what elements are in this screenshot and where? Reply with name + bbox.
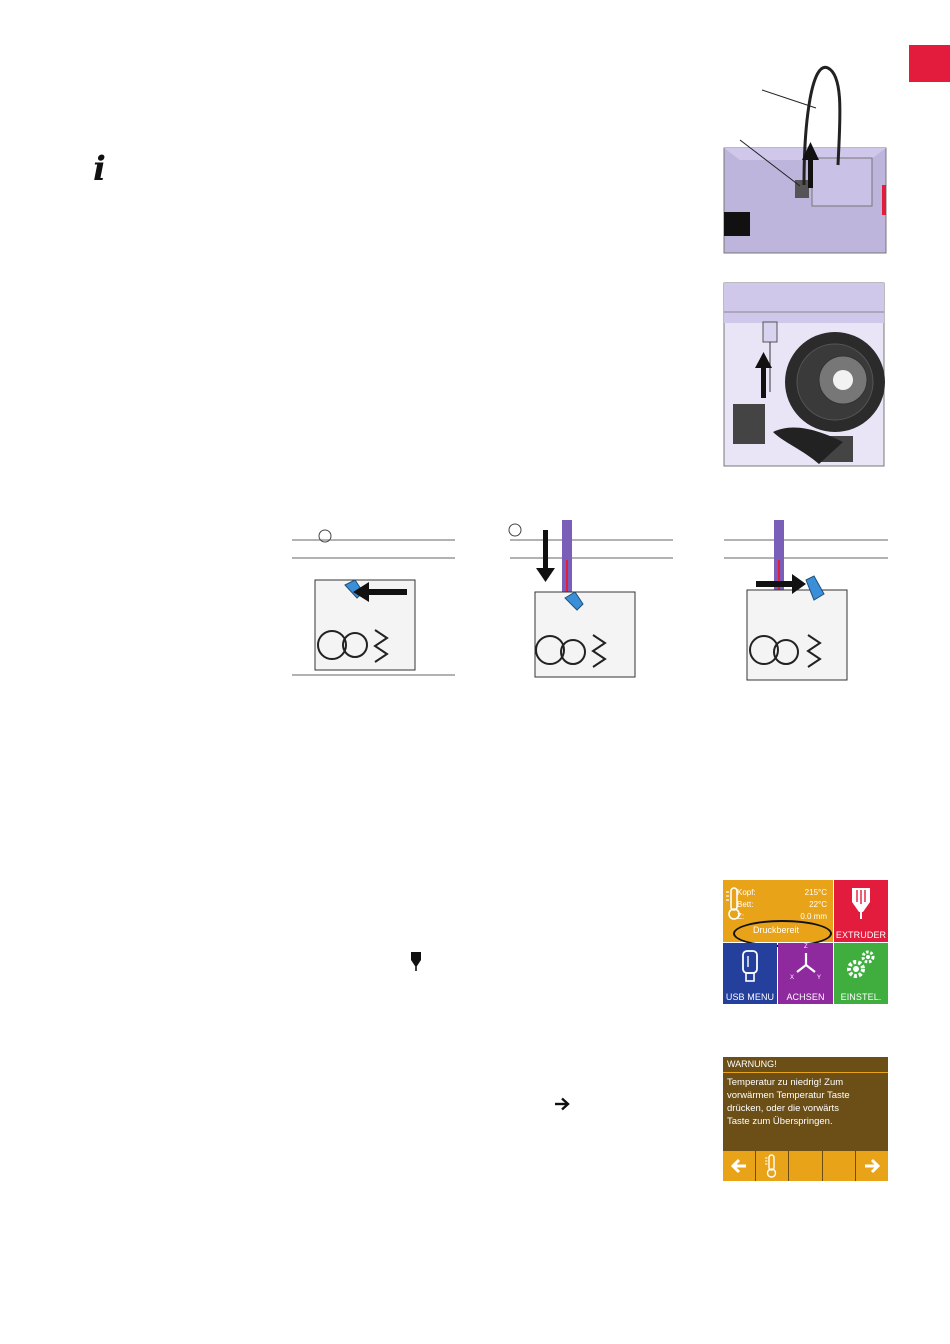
z-height-row: Z: 0.0 mm	[737, 912, 827, 921]
extruder-label: EXTRUDER	[835, 930, 887, 940]
chapter-tab	[909, 45, 950, 82]
back-button[interactable]	[723, 1151, 755, 1181]
preheat-button[interactable]	[756, 1151, 788, 1181]
empty-button-2[interactable]	[823, 1151, 855, 1181]
warning-button-bar	[723, 1151, 888, 1181]
warning-screen	[723, 1057, 888, 1181]
warning-title: WARNUNG!	[727, 1059, 777, 1069]
arrow-right-icon	[863, 1157, 881, 1180]
extruder-tile[interactable]	[834, 880, 888, 942]
warning-message: Temperatur zu niedrig! Zum vorwärmen Temperatur Taste drücken, oder die vorwärts Taste zum Überspringen.	[727, 1077, 850, 1127]
thermometer-icon	[764, 1154, 778, 1183]
axes-tile[interactable]	[778, 943, 833, 1004]
empty-button-1[interactable]	[789, 1151, 821, 1181]
warning-header	[723, 1057, 888, 1073]
extruder-nozzle-icon	[410, 951, 422, 975]
settings-tile[interactable]	[834, 943, 888, 1004]
head-temp-row: Kopf: 215°C	[737, 888, 827, 897]
info-icon: i	[93, 149, 106, 189]
forward-button[interactable]	[856, 1151, 888, 1181]
main-menu-screen	[723, 880, 888, 1004]
extruder-lever-close	[722, 520, 890, 705]
extruder-lever-open	[287, 520, 457, 687]
bed-temp-row: Bett: 22°C	[737, 900, 827, 909]
extruder-icon	[850, 886, 872, 925]
gears-icon	[844, 947, 878, 986]
temperature-tile[interactable]	[723, 880, 833, 942]
settings-label: EINSTEL.	[840, 992, 882, 1002]
axes-label: ACHSEN	[786, 992, 825, 1002]
axis-x-label: X	[790, 975, 795, 981]
arrow-right-icon	[554, 1096, 570, 1116]
printer-top-illustration	[720, 60, 890, 255]
usb-menu-tile[interactable]	[723, 943, 777, 1004]
extruder-filament-insert	[505, 520, 675, 690]
axis-y-label: Y	[817, 975, 822, 981]
status-ready: Druckbereit	[752, 925, 799, 935]
usb-stick-icon	[740, 949, 760, 988]
usb-menu-label: USB MENU	[725, 992, 775, 1002]
arrow-left-icon	[730, 1157, 748, 1180]
axis-z-label: Z	[804, 944, 808, 950]
spool-side-illustration	[723, 282, 885, 467]
